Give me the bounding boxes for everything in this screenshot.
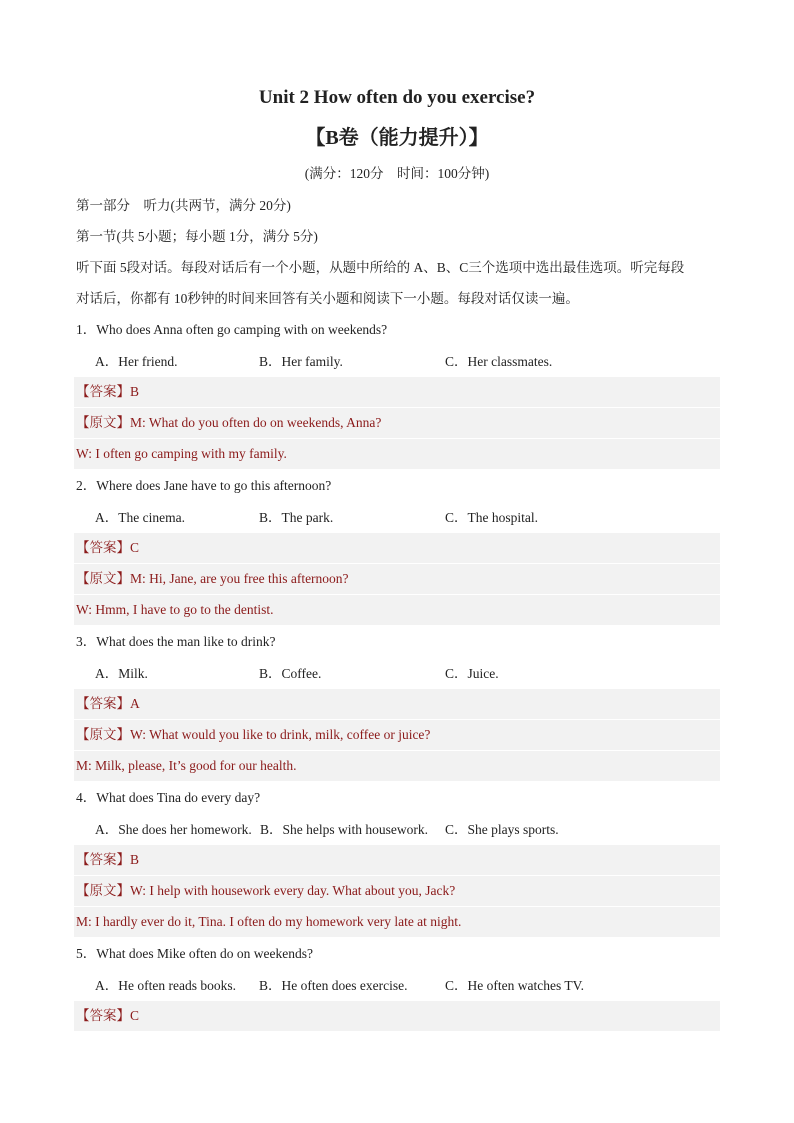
question-5-answer-row — [74, 1001, 720, 1031]
question-3-option-a: A．Milk. — [95, 666, 148, 681]
instruction-line-2: 对话后，你都有 10秒钟的时间来回答有关小题和阅读下一小题。每段对话仅读一遍。 — [76, 291, 579, 306]
question-4-text: 4．What does Tina do every day? — [76, 790, 261, 805]
question-2-option-c: C．The hospital. — [445, 510, 538, 525]
question-1-text: 1．Who does Anna often go camping with on weekends? — [76, 322, 388, 337]
question-2-answer: 【答案】C — [76, 540, 140, 555]
question-3-transcript-1: 【原文】W: What would you like to drink, milk, coffee or juice? — [76, 727, 431, 742]
instruction-line-1: 听下面 5段对话。每段对话后有一个小题，从题中所给的 A、B、C三个选项中选出最佳选项。听完每段 — [76, 260, 685, 275]
question-4-option-b: B．She helps with housework. — [260, 822, 428, 837]
question-5-option-a: A．He often reads books. — [95, 978, 236, 993]
question-3-transcript-row-1 — [74, 720, 720, 750]
question-5-option-b: B．He often does exercise. — [259, 978, 408, 993]
question-4-transcript-1: 【原文】W: I help with housework every day. What about you, Jack? — [76, 883, 456, 898]
question-2-transcript-row-2 — [74, 595, 720, 625]
question-2-option-a: A．The cinema. — [95, 510, 185, 525]
question-5-option-c: C．He often watches TV. — [445, 978, 584, 993]
question-4-option-a: A．She does her homework. — [95, 822, 252, 837]
question-1-transcript-2: W: I often go camping with my family. — [76, 446, 287, 461]
question-3-transcript-2: M: Milk, please, It’s good for our health. — [76, 758, 297, 773]
question-5-text: 5．What does Mike often do on weekends? — [76, 946, 313, 961]
question-3-answer-row — [74, 689, 720, 719]
question-3-option-b: B．Coffee. — [259, 666, 322, 681]
question-4-answer: 【答案】B — [76, 852, 140, 867]
question-1-answer-row — [74, 377, 720, 407]
question-2-option-b: B．The park. — [259, 510, 334, 525]
question-5-answer: 【答案】C — [76, 1008, 140, 1023]
question-1-answer: 【答案】B — [76, 384, 140, 399]
question-3-answer: 【答案】A — [76, 696, 140, 711]
question-4-option-c: C．She plays sports. — [445, 822, 559, 837]
question-4-answer-row — [74, 845, 720, 875]
question-3-option-c: C．Juice. — [445, 666, 499, 681]
question-1-transcript-row-1 — [74, 408, 720, 438]
question-2-answer-row — [74, 533, 720, 563]
question-2-transcript-row-1 — [74, 564, 720, 594]
question-2-text: 2．Where does Jane have to go this afternoon? — [76, 478, 332, 493]
question-3-transcript-row-2 — [74, 751, 720, 781]
question-1-transcript-1: 【原文】M: What do you often do on weekends, Anna? — [76, 415, 382, 430]
question-4-transcript-row-2 — [74, 907, 720, 937]
question-1-transcript-row-2 — [74, 439, 720, 469]
question-1-option-a: A．Her friend. — [95, 354, 178, 369]
question-4-transcript-row-1 — [74, 876, 720, 906]
question-4-transcript-2: M: I hardly ever do it, Tina. I often do my homework very late at night. — [76, 914, 462, 929]
section-heading: 第一节(共 5小题；每小题 1分，满分 5分) — [76, 229, 318, 244]
score-time-info: (满分：120分 时间：100分钟) — [304, 166, 490, 181]
paper-subtitle: 【B卷（能力提升）】 — [305, 127, 489, 149]
question-2-transcript-2: W: Hmm, I have to go to the dentist. — [76, 602, 274, 617]
page-title: Unit 2 How often do you exercise? — [258, 87, 536, 108]
part-heading: 第一部分 听力(共两节，满分 20分) — [76, 198, 291, 213]
question-1-option-b: B．Her family. — [259, 354, 343, 369]
question-2-transcript-1: 【原文】M: Hi, Jane, are you free this afternoon? — [76, 571, 349, 586]
question-1-option-c: C．Her classmates. — [445, 354, 553, 369]
question-3-text: 3．What does the man like to drink? — [76, 634, 276, 649]
